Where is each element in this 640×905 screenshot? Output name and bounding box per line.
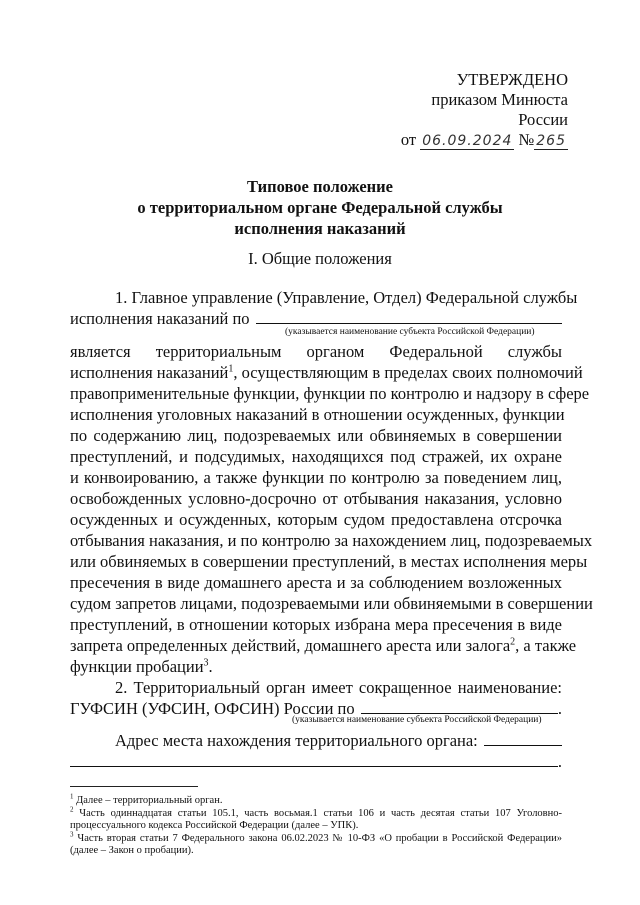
footnote-ref: 2: [510, 636, 516, 648]
paragraph-1-line: преступлений, в отношении которых избрана мера пресечения в виде: [70, 615, 562, 634]
handwritten-date: 06.09.2024: [422, 133, 513, 149]
paragraph-1-line: преступлений, и подсудимых, находящихся под стражей, их охране: [70, 447, 562, 466]
paragraph-2-line: 2. Территориальный орган имеет сокращенное наименование:: [115, 678, 562, 697]
paragraph-1-line: правоприменительные функции, функции по контролю и надзору в сфере: [70, 384, 590, 403]
field-caption: (указывается наименование субъекта Российской Федерации): [292, 715, 542, 725]
document-title: Типовое положение о территориальном органе Федеральной службы исполнения наказаний: [137, 177, 503, 238]
footnote-mark: 2: [70, 805, 74, 813]
paragraph-3-line: Адрес места нахождения территориального органа:: [70, 730, 562, 751]
paragraph-1-line: или обвиняемых в совершении преступлений, в местах исполнения меры: [70, 552, 588, 571]
footnote-mark: 3: [70, 830, 74, 838]
paragraph-1-line: функции пробации$^3$.: [70, 657, 213, 676]
field-caption: (указывается наименование субъекта Российской Федерации): [285, 327, 535, 337]
section-heading: I. Общие положения: [248, 249, 392, 268]
paragraph-1-line: по содержанию лиц, подозреваемых или обвиняемых в совершении: [70, 426, 562, 445]
paragraph-1-line: судом запретов лицами, подозреваемыми или обвиняемыми в совершении: [70, 594, 593, 613]
paragraph-1-line: пресечения в виде домашнего ареста и за соблюдением возложенных: [70, 573, 562, 592]
blank-field-subject-2: [361, 698, 558, 714]
paragraph-1-line: исполнения наказаний по: [70, 308, 562, 329]
footnote-ref: 1: [228, 363, 234, 375]
footnote-ref: 3: [203, 657, 209, 669]
paragraph-1-line: 1. Главное управление (Управление, Отдел) Федеральной службы: [115, 288, 578, 307]
approval-order: приказом Минюста России: [431, 90, 568, 129]
paragraph-1-line: является территориальным органом Федеральной службы: [70, 342, 562, 361]
footnotes: [70, 792, 563, 858]
paragraph-1-line: исполнения уголовных наказаний в отношении осужденных, функции: [70, 405, 565, 424]
paragraph-2-line: ГУФСИН (УФСИН, ОФСИН) России по .: [70, 699, 562, 718]
paragraph-1-line: исполнения наказаний$^1$, осуществляющим в пределах своих полномочий: [70, 363, 583, 382]
footnote: $^3$ Часть вторая статьи 7 Федерального закона 06.02.2023 № 10-ФЗ «О пробации в Российской Федерации» (далее – Закон о пробации).: [70, 830, 562, 856]
footnote-divider: [70, 786, 198, 787]
paragraph-1-line: отбывания наказания, и по контролю за нахождением лиц, подозреваемых: [70, 531, 593, 550]
blank-field-address-2: [70, 751, 558, 767]
blank-field-subject: [256, 308, 562, 324]
paragraph-3-line: .: [70, 751, 562, 772]
document-body: [70, 287, 593, 772]
paragraph-1-line: запрета определенных действий, домашнего ареста или залога$^2$, а также: [70, 636, 577, 655]
paragraph-1-line: осужденных и осужденных, которым судом предоставлена отсрочка: [70, 510, 562, 529]
paragraph-1: [70, 341, 593, 677]
footnote: $^2$ Часть одиннадцатая статьи 105.1, часть восьмая.1 статьи 106 и часть десятая статьи 107 Уголовно-процессуального кодекса Российской Федерации (далее – УПК).: [70, 805, 563, 831]
approval-date-line: от 06.09.2024 № 265: [400, 130, 566, 149]
footnote-mark: 1: [70, 792, 74, 801]
paragraph-1-line: и конвоированию, а также функции по контролю за поведением лиц,: [70, 468, 562, 487]
footnote: $^1$ Далее – территориальный орган.: [70, 792, 223, 806]
blank-field-address: [484, 730, 562, 746]
handwritten-number: 265: [536, 133, 566, 149]
approval-block: [378, 70, 568, 151]
approval-heading: УТВЕРЖДЕНО: [456, 70, 568, 89]
paragraph-1-line: освобожденных условно-досрочно от отбывания наказания, условно: [70, 489, 562, 508]
